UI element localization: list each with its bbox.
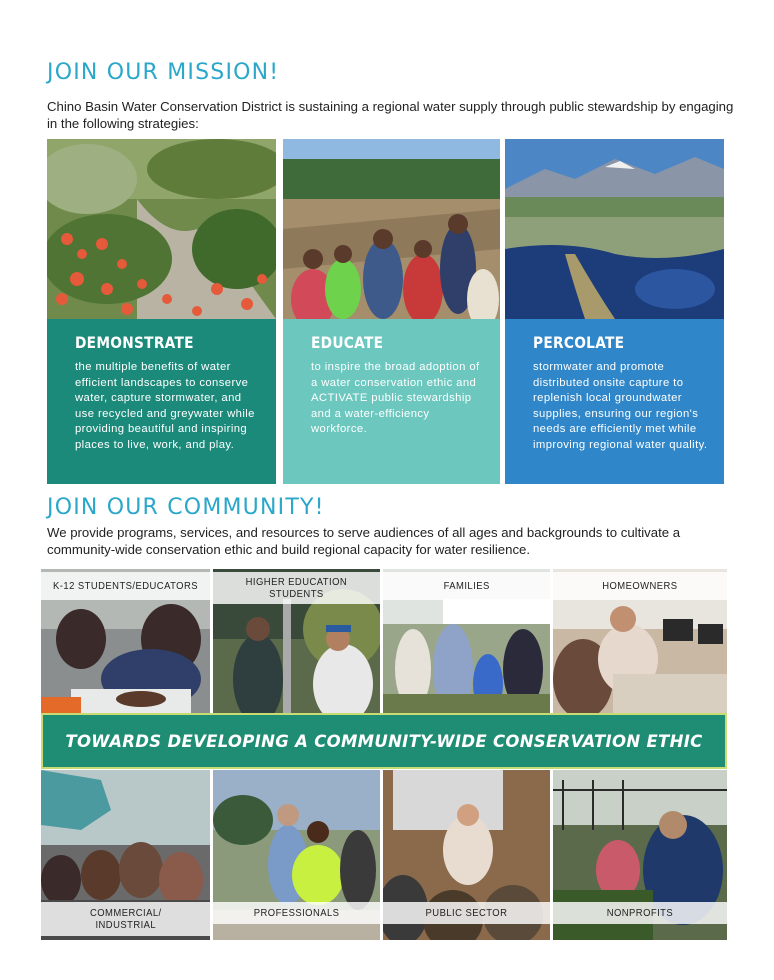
educate-panel [283,319,500,484]
label-professionals: PROFESSIONALS [213,902,380,924]
label-nonprofits: NONPROFITS [553,902,727,924]
mission-heading: JOIN OUR MISSION! [47,60,280,85]
demonstrate-panel [47,319,276,484]
demonstrate-text: the multiple benefits of water efficient landscapes to conserve water, capture stormwater, and use recycled and greywater while providing beautiful and inspiring places to live, work, and play. [75,361,255,451]
label-k12: K-12 STUDENTS/EDUCATORS [41,572,210,600]
community-intro: We provide programs, services, and resources to serve audiences of all ages and backgrounds to cultivate a community-wide conservation ethic and build regional capacity for water resilience. [47,525,681,557]
percolate-title: PERCOLATE [533,333,625,352]
label-commercial: COMMERCIAL/ INDUSTRIAL [41,902,210,936]
label-homeowners: HOMEOWNERS [553,572,727,600]
educate-text: to inspire the broad adoption of a water conservation ethic and ACTIVATE public stewardship and a water-efficiency workforce. [311,361,480,435]
label-public-sector: PUBLIC SECTOR [383,902,550,924]
percolate-photo [505,139,724,319]
percolate-panel [505,319,724,484]
community-heading: JOIN OUR COMMUNITY! [47,495,325,520]
conservation-banner [41,713,727,769]
demonstrate-title: DEMONSTRATE [75,333,194,352]
percolate-text: stormwater and promote distributed onsite capture to replenish local groundwater supplies, ensuring our region's needs are efficiently met while improving regional water quality. [533,361,708,451]
educate-title: EDUCATE [311,333,384,352]
mission-intro: Chino Basin Water Conservation District is sustaining a regional water supply through public stewardship by engaging in the following strategies: [47,99,734,131]
banner-text: TOWARDS DEVELOPING A COMMUNITY-WIDE CONSERVATION ETHIC [65,731,703,751]
demonstrate-photo [47,139,276,319]
educate-photo [283,139,500,319]
label-higher-education: HIGHER EDUCATION STUDENTS [213,572,380,604]
label-families: FAMILIES [383,572,550,600]
